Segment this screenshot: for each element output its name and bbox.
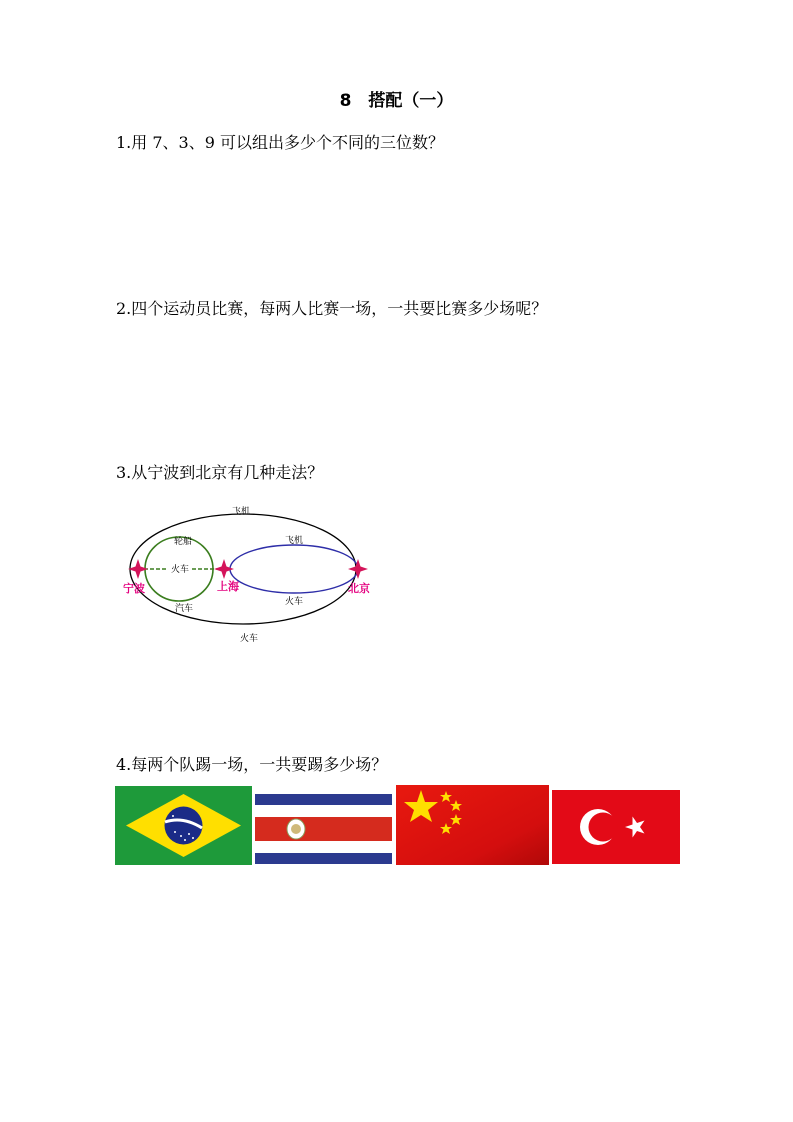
route-label-right-top: 飞机 [284,536,304,546]
question-4: 4.每两个队踢一场，一共要踢多少场？ [116,755,388,774]
place-label-beijing: 北京 [348,582,370,595]
route-label-left-top: 轮船 [173,537,193,547]
route-label-right-bottom: 火车 [284,597,304,607]
question-1: 1.用 7、3、9 可以组出多少个不同的三位数？ [116,133,444,152]
question-3: 3.从宁波到北京有几种走法？ [116,463,324,482]
route-label-outer-top: 飞机 [231,507,251,517]
page-title: 8 搭配（一） [339,91,454,111]
route-diagram [116,500,386,650]
right-route-loop [230,545,358,593]
route-label-left-middle: 火车 [170,565,190,575]
beijing-star-icon [348,559,368,579]
route-label-outer-bottom: 火车 [239,634,259,644]
shanghai-star-icon [214,559,234,579]
question-2: 2.四个运动员比赛，每两人比赛一场，一共要比赛多少场呢？ [116,299,548,318]
turkey-flag-icon [552,790,680,864]
costa-rica-flag-icon [255,794,392,864]
route-label-left-bottom: 汽车 [174,604,194,614]
brazil-flag-icon [115,786,252,865]
china-flag-icon [396,785,549,865]
place-label-ningbo: 宁波 [123,582,145,595]
place-label-shanghai: 上海 [217,580,239,593]
